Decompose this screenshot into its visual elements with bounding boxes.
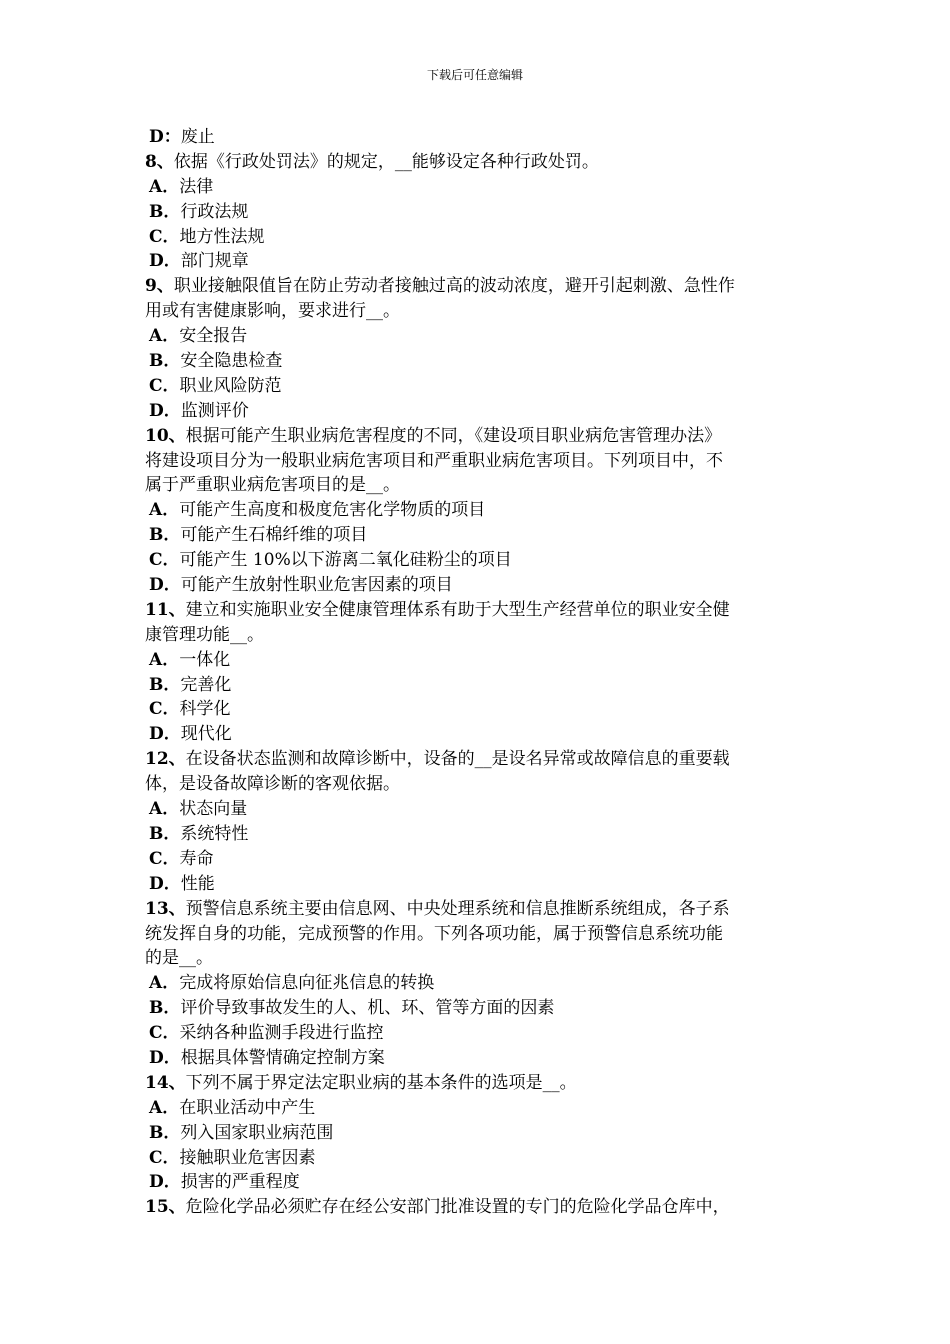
question-line (145, 150, 807, 175)
option-text: 部门规章 (180, 251, 249, 272)
option-line (145, 374, 807, 399)
question-text: 危险化学品必须贮存在经公安部门批准设置的专门的危险化学品仓库中， (185, 1197, 730, 1218)
question-number: 14、 (145, 1072, 186, 1093)
question-line (145, 274, 807, 299)
option-label: D： (149, 127, 181, 147)
option-label: A． (149, 799, 180, 820)
option-text: 安全隐患检查 (180, 351, 283, 372)
option-text: 在职业活动中产生 (179, 1097, 316, 1118)
option-label: A． (149, 973, 180, 994)
option-text: 系统特性 (180, 823, 249, 844)
option-label: C． (149, 375, 180, 396)
question-text: 体，是设备故障诊断的客观依据。 (145, 774, 400, 795)
option-line (145, 324, 807, 349)
option-label: A． (149, 176, 180, 197)
continuation-line (145, 922, 807, 947)
question-line (145, 598, 807, 623)
option-label: B． (149, 201, 181, 222)
option-line (145, 200, 807, 225)
option-line (145, 225, 807, 250)
option-label: C． (149, 1023, 180, 1044)
continuation-line (145, 449, 807, 474)
question-line (145, 1071, 807, 1096)
option-label: C． (149, 1147, 180, 1168)
option-text: 可能产生放射性职业危害因素的项目 (180, 575, 453, 596)
option-text: 寿命 (179, 848, 214, 869)
option-label: B． (149, 823, 181, 844)
question-text: 在设备状态监测和故障诊断中，设备的__是设名异常或故障信息的重要载 (185, 749, 730, 770)
option-line (145, 1021, 807, 1046)
option-text: 性能 (180, 873, 215, 894)
option-label: D． (149, 575, 181, 596)
question-line (145, 1195, 807, 1220)
option-line (145, 971, 807, 996)
option-text: 可能产生高度和极度危害化学物质的项目 (179, 500, 486, 521)
option-line (145, 722, 807, 747)
continuation-line (145, 946, 807, 971)
continuation-line (145, 623, 807, 648)
option-text: 一体化 (179, 649, 231, 670)
option-label: D． (149, 1047, 181, 1068)
option-label: B． (149, 998, 181, 1019)
option-text: 可能产生石棉纤维的项目 (180, 525, 368, 546)
question-line (145, 897, 807, 922)
question-text: 将建设项目分为一般职业病危害项目和严重职业病危害项目。下列项目中，不 (145, 450, 723, 471)
option-label: D． (149, 400, 181, 421)
option-label: D． (149, 724, 181, 745)
question-number: 13、 (145, 898, 186, 919)
option-label: B． (149, 674, 181, 695)
option-line (145, 673, 807, 698)
option-label: A． (149, 500, 180, 521)
option-label: C． (149, 699, 180, 720)
option-text: 完善化 (180, 674, 232, 695)
option-text: 废止 (180, 127, 215, 147)
option-text: 完成将原始信息向征兆信息的转换 (179, 973, 435, 994)
option-line (145, 648, 807, 673)
option-line (145, 847, 807, 872)
question-text: 的是__。 (145, 948, 213, 969)
question-text: 下列不属于界定法定职业病的基本条件的选项是__。 (185, 1072, 577, 1093)
option-text: 状态向量 (179, 799, 248, 820)
question-number: 12、 (145, 749, 186, 770)
document-body (145, 125, 807, 1220)
question-line (145, 747, 807, 772)
option-text: 科学化 (179, 699, 231, 720)
question-text: 统发挥自身的功能，完成预警的作用。下列各项功能，属于预警信息系统功能 (145, 923, 723, 944)
question-text: 属于严重职业病危害项目的是__。 (145, 475, 400, 496)
question-text: 根据可能产生职业病危害程度的不同，《建设项目职业病危害管理办法》 (185, 425, 722, 446)
option-text: 地方性法规 (179, 226, 265, 247)
option-line (145, 822, 807, 847)
option-label: D． (149, 1172, 181, 1193)
option-label: B． (149, 351, 181, 372)
option-line (145, 797, 807, 822)
option-line (145, 1046, 807, 1071)
option-line (145, 498, 807, 523)
question-text: 预警信息系统主要由信息网、中央处理系统和信息推断系统组成，各子系 (185, 898, 730, 919)
option-line (145, 1096, 807, 1121)
option-line (145, 125, 807, 150)
option-line (145, 996, 807, 1021)
question-text: 依据《行政处罚法》的规定，__能够设定各种行政处罚。 (173, 151, 599, 172)
question-number: 10、 (145, 425, 186, 446)
option-line (145, 573, 807, 598)
option-line (145, 1121, 807, 1146)
option-text: 列入国家职业病范围 (180, 1122, 334, 1143)
option-line (145, 1170, 807, 1195)
question-number: 8、 (145, 151, 174, 172)
option-label: C． (149, 226, 180, 247)
option-line (145, 523, 807, 548)
question-line (145, 424, 807, 449)
option-label: A． (149, 649, 180, 670)
page-header: 下载后可任意编辑 (426, 68, 523, 82)
question-number: 9、 (145, 276, 174, 297)
option-label: B． (149, 1122, 181, 1143)
option-text: 职业风险防范 (179, 375, 282, 396)
continuation-line (145, 299, 807, 324)
option-line (145, 872, 807, 897)
question-number: 15、 (145, 1197, 186, 1218)
question-text: 康管理功能__。 (145, 624, 264, 645)
continuation-line (145, 473, 807, 498)
option-text: 采纳各种监测手段进行监控 (179, 1023, 384, 1044)
option-text: 评价导致事故发生的人、机、环、管等方面的因素 (180, 998, 555, 1019)
option-label: C． (149, 550, 180, 571)
option-line (145, 175, 807, 200)
option-text: 可能产生 10%以下游离二氧化硅粉尘的项目 (179, 550, 512, 571)
question-text: 职业接触限值旨在防止劳动者接触过高的波动浓度，避开引起刺激、急性作 (173, 276, 735, 297)
option-text: 现代化 (180, 724, 232, 745)
question-text: 用或有害健康影响，要求进行__。 (145, 301, 400, 322)
option-line (145, 1146, 807, 1171)
continuation-line (145, 772, 807, 797)
option-line (145, 548, 807, 573)
option-label: A． (149, 326, 180, 347)
option-label: C． (149, 848, 180, 869)
option-line (145, 697, 807, 722)
question-text: 建立和实施职业安全健康管理体系有助于大型生产经营单位的职业安全健 (185, 599, 730, 620)
option-text: 根据具体警情确定控制方案 (180, 1047, 385, 1068)
option-text: 损害的严重程度 (180, 1172, 300, 1193)
option-label: D． (149, 251, 181, 272)
option-line (145, 249, 807, 274)
option-line (145, 349, 807, 374)
option-label: B． (149, 525, 181, 546)
option-label: A． (149, 1097, 180, 1118)
option-text: 接触职业危害因素 (179, 1147, 316, 1168)
option-text: 法律 (179, 176, 214, 197)
option-text: 安全报告 (179, 326, 248, 347)
option-label: D． (149, 873, 181, 894)
question-number: 11、 (145, 599, 186, 620)
option-line (145, 399, 807, 424)
option-text: 监测评价 (180, 400, 249, 421)
option-text: 行政法规 (180, 201, 249, 222)
